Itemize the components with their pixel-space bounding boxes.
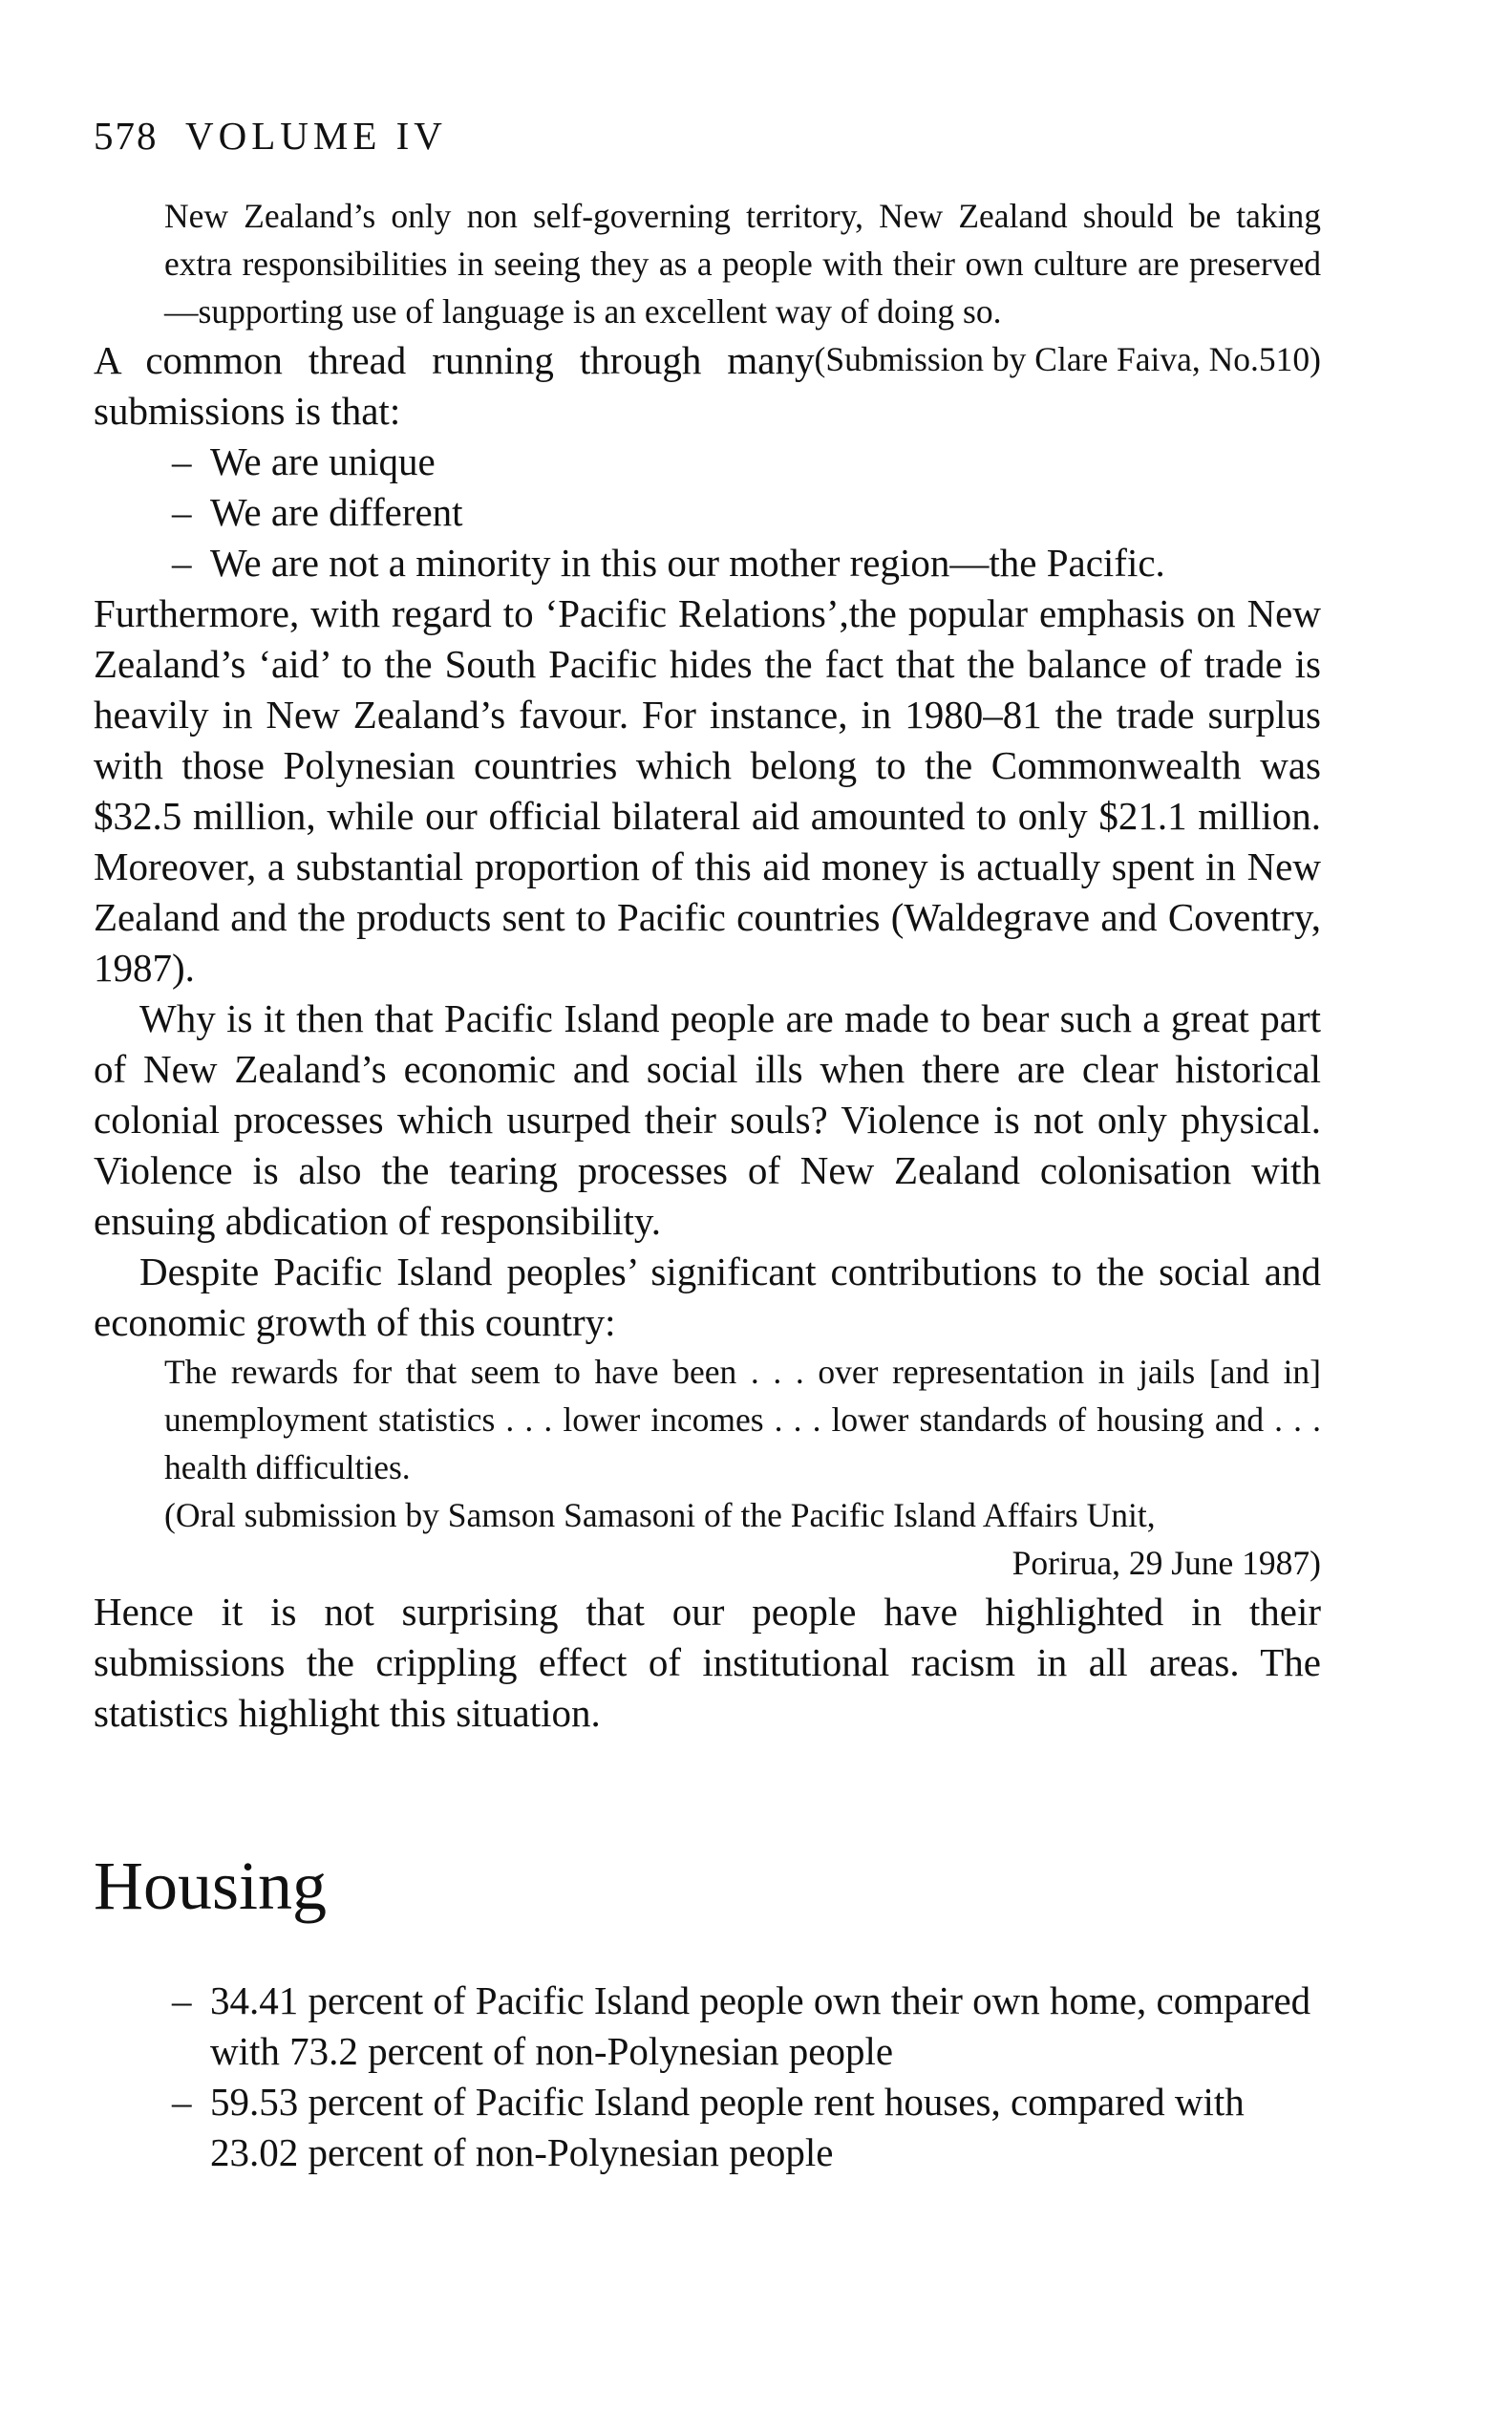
volume-label: VOLUME IV [185, 114, 447, 158]
paragraph-why: Why is it then that Pacific Island people are made to bear such a great part of New Zealand’s economic and social ills when there are clear historical colonial processes which usurped their souls? Violence is not only physical. Violence is also the tearing processes of New Zealand colonisation with ensuing abdication of responsibility. [94, 996, 1321, 1243]
thread-list [94, 437, 1321, 588]
list-item: – We are different [172, 487, 1321, 538]
list-item: – We are not a minority in this our mother region—the Pacific. [172, 538, 1321, 588]
running-head [94, 114, 1321, 158]
paragraph-furthermore: Furthermore, with regard to ‘Pacific Relations’,the popular emphasis on New Zealand’s ‘aid’ to the South Pacific hides the fact that the balance of trade is heavily in New Zealand’s favour. For instance, in 1980–81 the trade surplus with those Polynesian countries which belong to the Commonwealth was $32.5 million, while our official bilateral aid amounted to only $21.1 million. Moreover, a substantial proportion of this aid money is actually spent in New Zealand and the products sent to Pacific countries (Waldegrave and Coventry, 1987). [94, 591, 1321, 990]
quote-text: New Zealand’s only non self-governing territory, New Zealand should be taking extra responsibilities in seeing they as a people with their own culture are preserved—supporting use of language is an excellent way of doing so. [164, 197, 1321, 331]
block-quote-faiva [164, 192, 1321, 378]
section-heading-housing: Housing [94, 1848, 328, 1924]
quote-citation: (Submission by Clare Faiva, No.510) [814, 340, 1321, 378]
quote-text: The rewards for that seem to have been . . . over representation in jails [and in] unemployment statistics . . . lower incomes . . . lower standards of housing and . . . health difficulties. [164, 1353, 1321, 1486]
quote-citation-line2: Porirua, 29 June 1987) [1012, 1544, 1321, 1582]
paragraph-common-thread: A common thread running through many submissions is that: [94, 338, 815, 433]
page [94, 114, 1321, 2178]
page-number: 578 [94, 114, 159, 158]
list-item: – We are unique [172, 437, 1321, 487]
paragraph-hence: Hence it is not surprising that our people have highlighted in their submissions the crippling effect of institutional racism in all areas. The statistics highlight this situation. [94, 1590, 1321, 1735]
housing-stats-list [94, 1976, 1321, 2178]
paragraph-despite: Despite Pacific Island peoples’ significant contributions to the social and economic growth of this country: [94, 1250, 1321, 1344]
quote-citation-line1: (Oral submission by Samson Samasoni of the Pacific Island Affairs Unit, [164, 1496, 1156, 1534]
block-quote-samasoni [164, 1348, 1321, 1587]
list-item: – 34.41 percent of Pacific Island people own their own home, compared with 73.2 percent of non-Polynesian people [172, 1976, 1321, 2077]
list-item: – 59.53 percent of Pacific Island people rent houses, compared with 23.02 percent of non-Polynesian people [172, 2077, 1321, 2178]
